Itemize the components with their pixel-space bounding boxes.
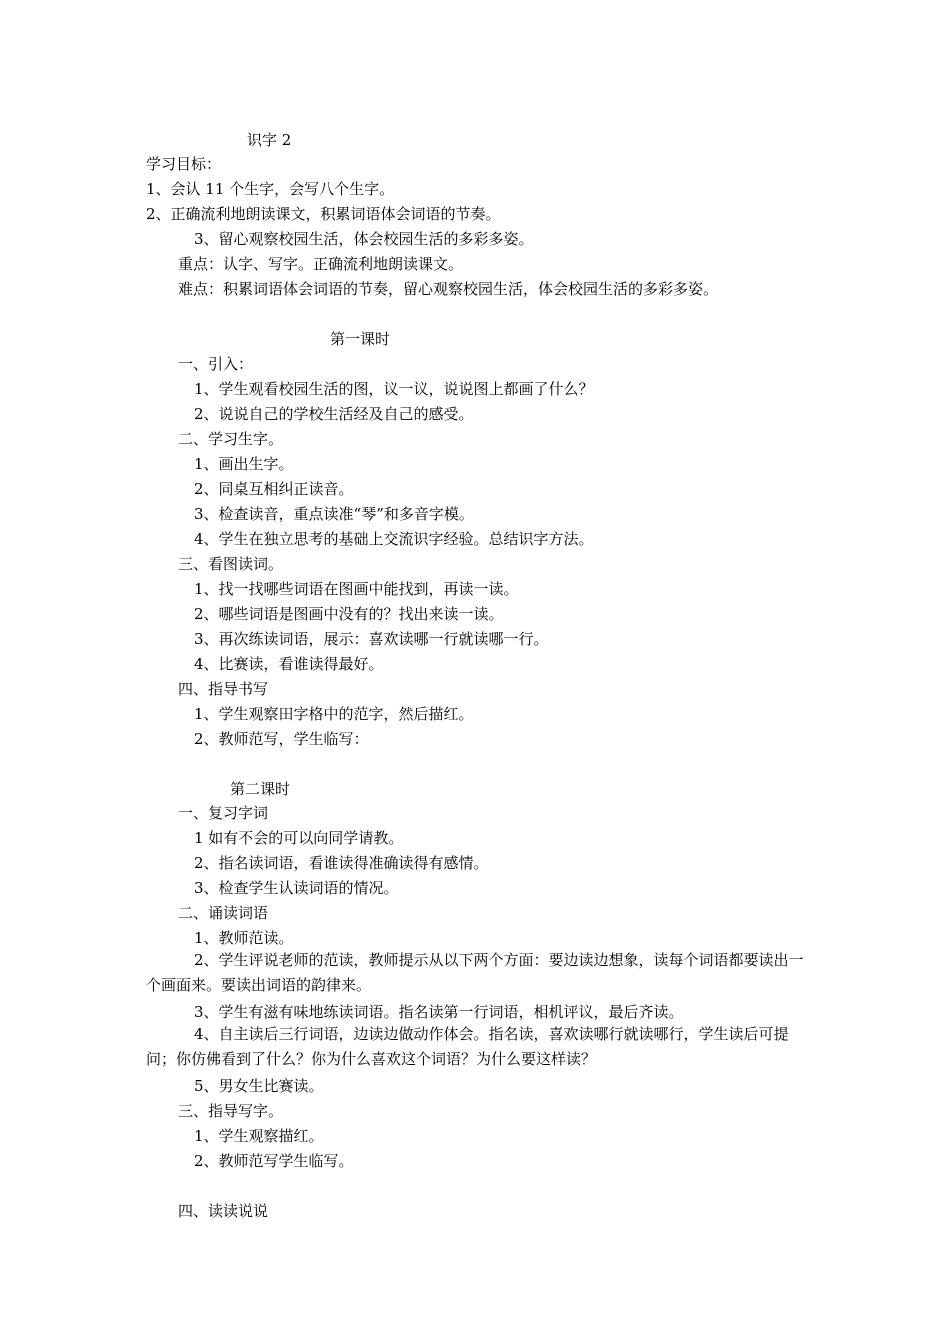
list-item: 1、教师范读。 bbox=[194, 929, 294, 947]
list-item: 4、比赛读，看谁读得最好。 bbox=[194, 655, 384, 673]
list-item: 1、学生观看校园生活的图，议一议，说说图上都画了什么？ bbox=[194, 380, 594, 398]
section-heading: 三、指导写字。 bbox=[178, 1102, 284, 1120]
list-item: 2、教师范写学生临写。 bbox=[194, 1152, 354, 1170]
list-item: 2、说说自己的学校生活经及自己的感受。 bbox=[194, 405, 474, 423]
list-item: 4、自主读后三行词语，边读边做动作体会。指名读，喜欢读哪行就读哪行，学生读后可提问；你仿佛看到了什么？你为什么喜欢这个词语？为什么要这样读？ bbox=[146, 1025, 789, 1068]
list-item: 2、教师范写，学生临写： bbox=[194, 730, 369, 748]
lesson1-title: 第一课时 bbox=[330, 330, 391, 348]
list-item: 2、哪些词语是图画中没有的？找出来读一读。 bbox=[194, 605, 504, 623]
list-item: 5、男女生比赛读。 bbox=[194, 1077, 324, 1095]
difficulty: 难点：积累词语体会词语的节奏，留心观察校园生活，体会校园生活的多彩多姿。 bbox=[178, 280, 719, 298]
section-heading: 二、学习生字。 bbox=[178, 430, 284, 448]
list-item: 3、再次练读词语，展示：喜欢读哪一行就读哪一行。 bbox=[194, 630, 549, 648]
section-heading: 二、诵读词语 bbox=[178, 904, 269, 922]
list-item: 3、检查读音，重点读准“琴”和多音字模。 bbox=[194, 505, 474, 523]
list-item: 1 如有不会的可以向同学请教。 bbox=[194, 829, 404, 847]
objective-item: 3、留心观察校园生活，体会校园生活的多彩多姿。 bbox=[194, 230, 534, 248]
list-item: 3、学生有滋有味地练读词语。指名读第一行词语，相机评议，最后齐读。 bbox=[194, 1003, 684, 1021]
objectives-heading: 学习目标： bbox=[146, 155, 222, 173]
document-title: 识字 2 bbox=[247, 131, 292, 149]
list-item: 2、学生评说老师的范读，教师提示从以下两个方面：要边读边想象，读每个词语都要读出一个画面来。要读出词语的韵律来。 bbox=[146, 951, 804, 994]
list-item: 2、指名读词语，看谁读得准确读得有感情。 bbox=[194, 854, 489, 872]
objective-item: 1、会认 11 个生字，会写八个生字。 bbox=[146, 180, 395, 198]
objective-item: 2、正确流利地朗读课文，积累词语体会词语的节奏。 bbox=[146, 205, 501, 223]
section-heading: 一、引入： bbox=[178, 355, 254, 373]
section-heading: 四、指导书写 bbox=[178, 680, 269, 698]
list-item: 1、找一找哪些词语在图画中能找到，再读一读。 bbox=[194, 580, 519, 598]
list-item: 3、检查学生认读词语的情况。 bbox=[194, 879, 399, 897]
lesson2-title: 第二课时 bbox=[230, 780, 291, 798]
key-point: 重点：认字、写字。正确流利地朗读课文。 bbox=[178, 255, 464, 273]
list-item: 1、学生观察描红。 bbox=[194, 1127, 324, 1145]
list-item: 1、学生观察田字格中的范字，然后描红。 bbox=[194, 705, 474, 723]
section-heading: 三、看图读词。 bbox=[178, 555, 284, 573]
list-item: 1、画出生字。 bbox=[194, 455, 294, 473]
section-heading: 一、复习字词 bbox=[178, 804, 269, 822]
list-item: 4、学生在独立思考的基础上交流识字经验。总结识字方法。 bbox=[194, 530, 594, 548]
list-item: 2、同桌互相纠正读音。 bbox=[194, 480, 354, 498]
section-heading: 四、读读说说 bbox=[178, 1202, 269, 1220]
